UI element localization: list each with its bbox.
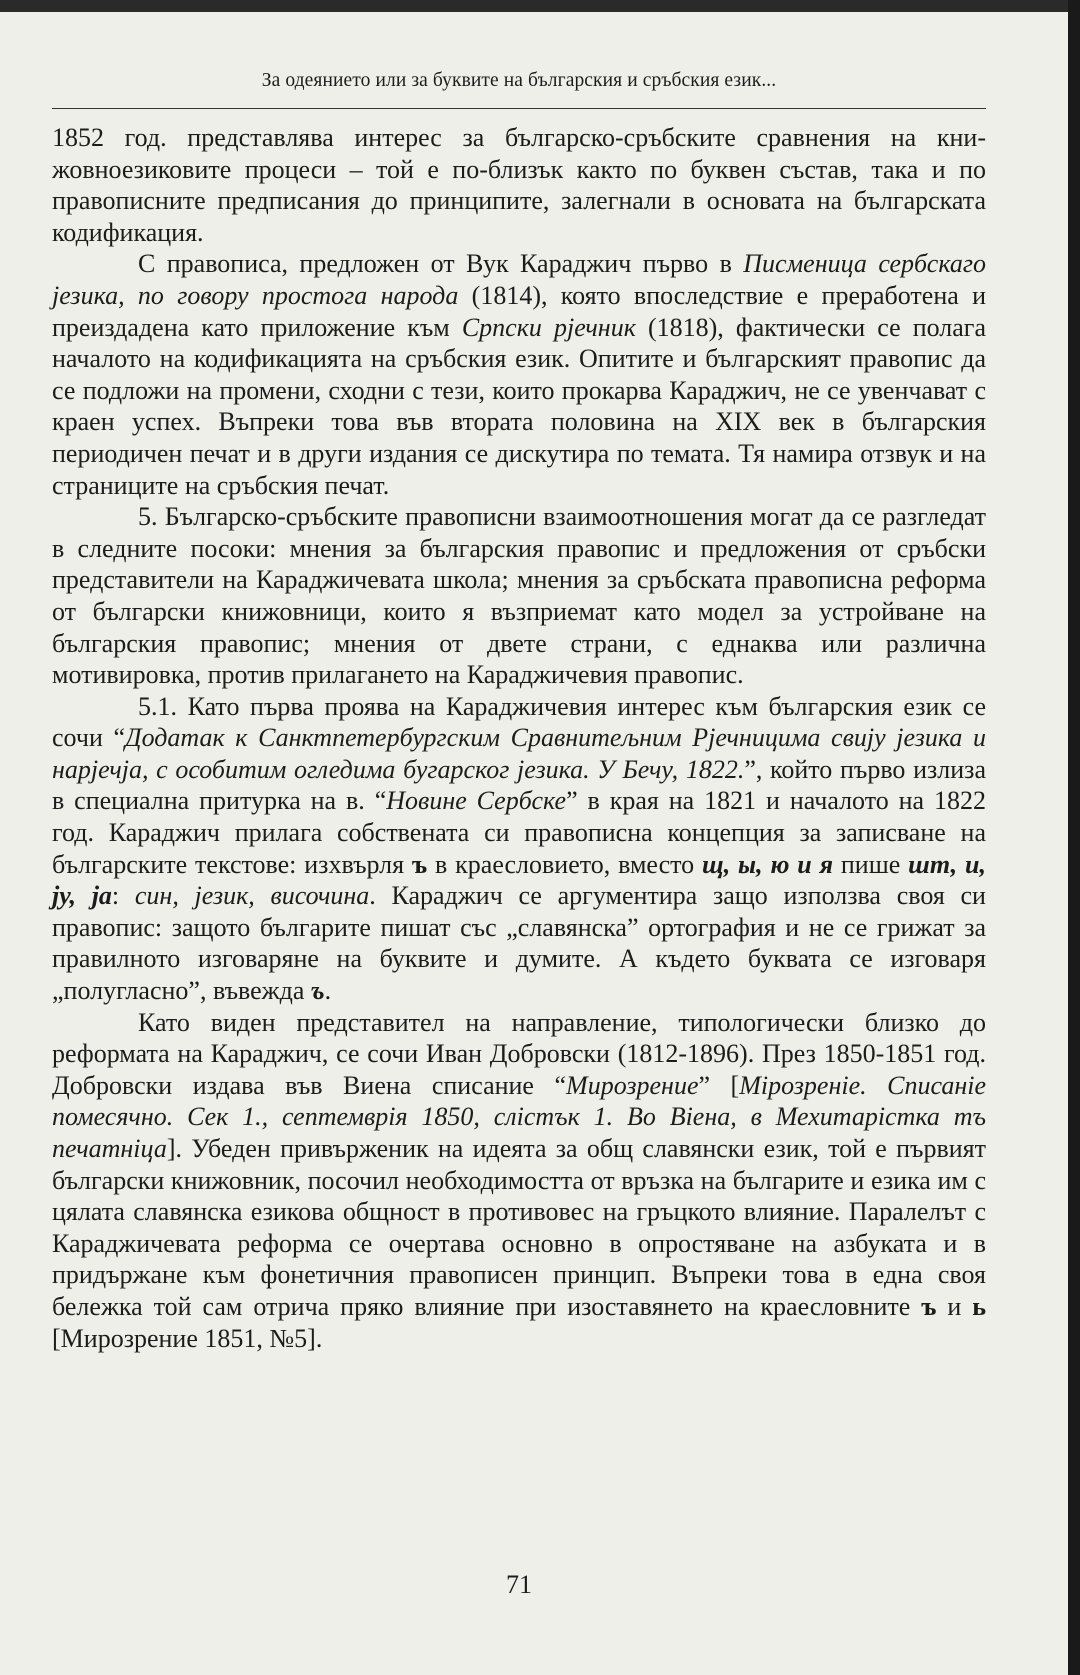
scan-edge (1068, 0, 1080, 1675)
text-run: . Караджич се аргументира защо използва своя си правопис: защото българите пишат със „славянска” ортография и не се грижат за правилното изговаряне на буквите и думите. А където буквата се изговаря „полугласно”, въвежда (52, 881, 986, 1006)
text-run: 5. Българско-сръбските правописни взаимоотношения могат да се разгледат в следните посоки: мнения за българския правопис и предложения от сръбски представители на Караджичевата школа; мнения за сръбската правописна реформа от български книжовници, които я възприемат като модел за устройване на българския правопис; мнения от двете страни, с еднаква или различна мотивировка, против прилагането на Караджичевия правопис. (52, 502, 986, 690)
text-run: (1814), която впоследствие е преработена и преиздадена като приложение към (52, 280, 987, 342)
text-run: : (111, 881, 135, 911)
paragraph-2 (52, 248, 986, 501)
text-run: Мiрозренiе. Списанiе помесячно. Сек 1., септемврiя 1850, слiстък 1. Во Вiена, в Мехитарiстка тъ печатнiца (52, 1070, 987, 1163)
body-text (52, 122, 986, 1354)
text-run: Новине Сербске (386, 786, 567, 816)
header-rule (52, 108, 986, 109)
paragraph-3 (52, 501, 986, 691)
text-run: и (936, 1291, 973, 1321)
text-run: С правописа, предложен от Вук Караджич първо в (138, 249, 744, 279)
text-run: щ, ы, ю и я (702, 849, 834, 879)
paragraph-4 (52, 691, 986, 1007)
text-run: Писменица сербскаго језика, по говору простога народа (52, 249, 986, 310)
running-header: За одеянието или за буквите на българския и сръбския език... (261, 70, 777, 91)
text-run: ]. Убеден привърженик на идеята за общ славянски език, той е първият български книжовник, посочил необходимостта от връзка на българите и езика им с цялата славянска езикова общност в противовес на гръцкото влияние. Паралелът с Караджичевата реформа се очертава основно в опростяване на азбуката и в придържане към фонетичния правописен принцип. Въпреки това в една своя бележка той сам отрича пряко влияние при изоставянето на краесловните (52, 1134, 986, 1321)
text-run: Като виден представител на направление, типологически близко до реформата на Караджич, се сочи Иван Добровски (1812-1896). През 1850-1851 год. Добровски издава във Виена списание “ (52, 1007, 986, 1100)
paragraph-5 (52, 1007, 986, 1355)
text-run: в краесловието, вместо (427, 849, 703, 879)
text-run: ъ (411, 849, 428, 879)
page (0, 12, 1068, 1675)
text-run: син, језик, височина (134, 881, 370, 911)
text-run: ъ (310, 976, 325, 1006)
text-run: ” в края на 1821 и началото на 1822 год. Караджич прилага собствената си правописна концепция за записване на българските текстове: изхвърля (52, 786, 987, 879)
text-run: шт, и, ју, ја (52, 849, 987, 911)
text-run: Мирозрение (566, 1070, 699, 1100)
text-run: 5.1. Като първа проява на Караджичевия интерес към българския език се сочи “ (52, 691, 986, 753)
text-run: ”, който първо излиза в специална притурка на в. “ (52, 754, 986, 816)
text-run: ъ (921, 1291, 937, 1321)
page-number: 71 (506, 1570, 532, 1599)
text-run: 1852 год. представлява интерес за българско-сръбските сравнения на книжовноезиковите процеси – той е по-близък както по буквен състав, така и по правописните предписания до принципите, залегнали в основата на българската кодификация. (52, 123, 986, 247)
text-run: [Мирозрение 1851, №5]. (52, 1323, 323, 1353)
text-run: Додатак к Санктпетербургским Сравнитељним Рјечницима свију језика и нарјечја, с особитим огледима бугарског језика. У Бечу, 1822. (52, 723, 986, 784)
text-run: (1818), фактически се полага началото на кодификацията на сръбския език. Опитите и българският правопис да се подложи на промени, сходни с тези, които прокарва Караджич, не се увенчават с краен успех. Въпреки това във втората половина на XIX век в българския периодичен печат и в други издания се дискутира по темата. Тя намира отзвук и на страниците на сръбския печат. (52, 312, 986, 500)
text-run: Српски рјечник (461, 312, 636, 342)
text-run: ь (972, 1291, 986, 1321)
text-run: пише (833, 849, 909, 879)
text-run: ” [ (698, 1070, 740, 1100)
paragraph-1 (52, 122, 986, 248)
text-run: . (324, 976, 332, 1006)
